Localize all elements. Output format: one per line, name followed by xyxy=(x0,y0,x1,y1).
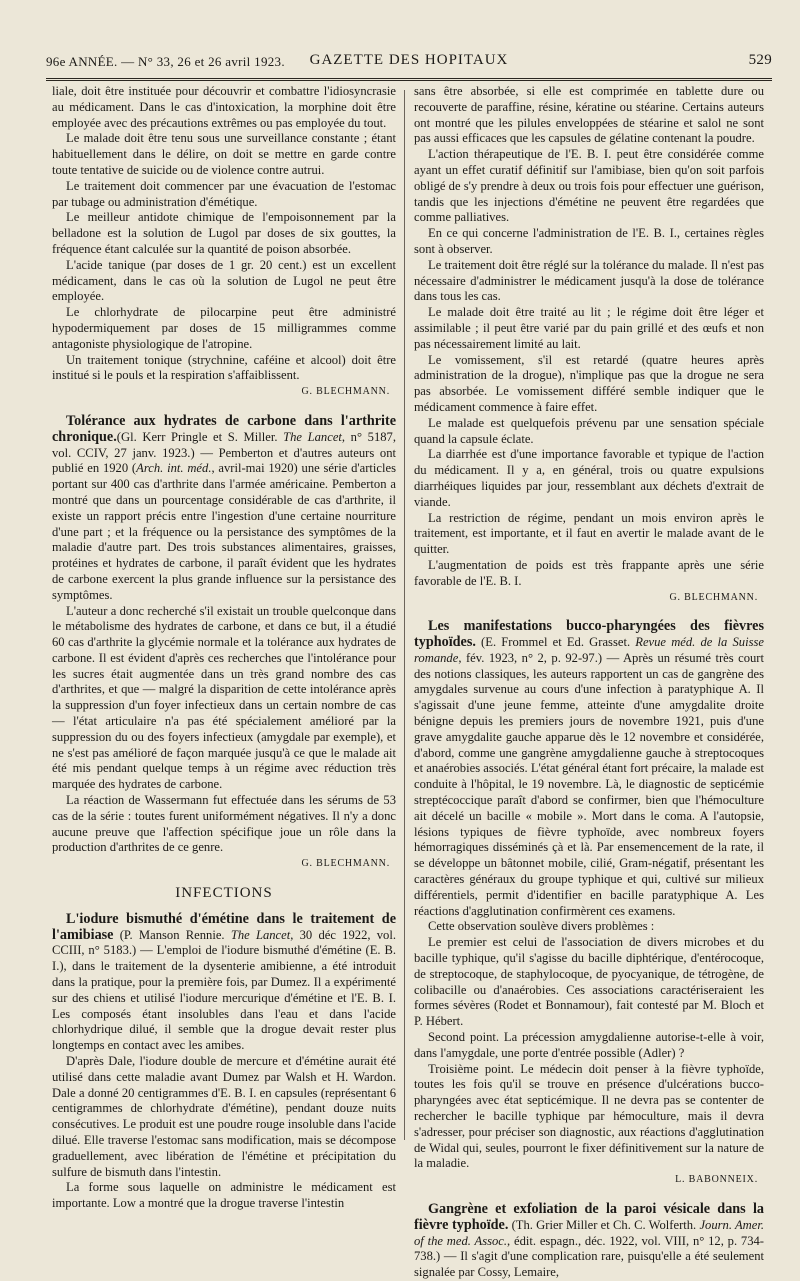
paragraph: liale, doit être instituée pour découvrir et combattre l'idiosyncrasie au médicament. Dans le cas d'intoxication, la morphine doit être employée avec des précautions extrêmes ou pas employée du tout. xyxy=(52,84,396,130)
paragraph: Le traitement doit être réglé sur la tolérance du malade. Il n'est pas nécessaire d'administrer le médicament jusqu'à la dose de tolérance dans tous les cas. xyxy=(414,257,764,304)
journal-title: GAZETTE DES HOPITAUX xyxy=(309,52,509,68)
left-column xyxy=(52,84,396,1212)
article-body: , avril-mai 1920) une série d'articles portant sur 400 cas d'arthrite dans l'armée américaine. Pemberton a montré que dans un pourcentage considérable de cas d'arthrite, il existe un rapport précis entre l'ingestion d'une certaine nourriture d'une part ; et la fréquence ou la persistance des symptômes de la maladie d'autre part. Des trois substances alimentaires, graisses, protéines et hydrates de carbone, il paraît évident que les hydrates de carbone exercent la plus grande influence sur la persistance des symptômes. xyxy=(52,461,397,602)
paragraph: Second point. La précession amygdalienne autorise-t-elle à voir, dans l'amygdale, une porte d'entrée possible (Adler) ? xyxy=(414,1030,764,1060)
paragraph: Le meilleur antidote chimique de l'empoisonnement par la belladone est la solution de Lugol par doses de six gouttes, la fréquence étant calculée sur la quantité de poison absorbée. xyxy=(52,210,396,256)
paragraph: La diarrhée est d'une importance favorable et typique de l'action du médicament. Il y a, en général, trois ou quatre expulsions diarrhéiques liquides par jour, ressemblant aux déchets d'extrait de viande. xyxy=(414,447,764,509)
article-body: , édit. espagn., déc. 1922, vol. VIII, n° 12, p. 734-738.) — Il s'agit d'une complication rare, puisqu'elle a été seulement signalée par Cossy, Lemaire, xyxy=(414,1233,764,1280)
author-signature: G. BLECHMANN. xyxy=(669,591,758,603)
column-separator xyxy=(404,90,405,1140)
article-title: L'iodure bismuthé d'émétine dans le traitement de l'amibiase xyxy=(52,910,396,943)
paragraph: Troisième point. Le médecin doit penser à la fièvre typhoïde, toutes les fois qu'il se trouve en présence d'ulcérations bucco-pharyngées avec état septicémique. Il ne devra pas se contenter de rechercher le bacille typhique par hémoculture, mais il devra s'adresser, pour préciser son diagnostic, aux réactions d'agglutination de Widal qui, seules, pourront le fixer définitivement sur la nature de la maladie. xyxy=(414,1061,764,1171)
article-title: Les manifestations bucco-pharyngées des fièvres typhoïdes. xyxy=(414,618,764,651)
right-column xyxy=(414,84,764,1281)
page-number: 529 xyxy=(748,52,772,68)
issue-line: 96e ANNÉE. — N° 33, 26 et 26 avril 1923. xyxy=(46,54,285,69)
paragraph: sans être absorbée, si elle est comprimée en tablette dure ou recouverte de paraffine, résine, kératine ou stéarine. Certains auteurs ont montré que les pilules enveloppées de stéarine et salol ne sont pas aussi efficaces que les capsules de gélatine contenant la poudre. xyxy=(414,84,764,146)
header-rule xyxy=(46,78,772,81)
reference-text: (E. Frommel et Ed. Grasset. xyxy=(475,635,636,650)
paragraph: La restriction de régime, pendant un mois environ après le traitement, est importante, et il faut en avertir le malade avant de le quitter. xyxy=(414,510,764,557)
page-header xyxy=(46,48,772,74)
paragraph: La réaction de Wassermann fut effectuée dans les sérums de 53 cas de la série : toutes furent uniformément négatives. Il n'y a donc aucune preuve que l'affection spécifique joue un rôle dans la production d'arthrites de ce genre. xyxy=(52,793,396,855)
paragraph: Le premier est celui de l'association de divers microbes et du bacille typhique, qu'il s'agisse du bacille diphtérique, d'entérocoque, de streptocoque, de staphylocoque, de pyocyanique, de tétrogène, de colibacille ou d'anaérobies. Ces associations caractériseraient les formes sévères (Rodet et Bonnamour), fait contesté par M. Bloch et P. Hébert. xyxy=(414,935,764,1029)
journal-name: The Lancet xyxy=(230,927,291,942)
article-typhoides xyxy=(414,619,764,919)
reference-text: , n° 5187, vol. CCIV, 27 janv. 1923.) — Pemberton et d'autres auteurs ont publié en 1920 ( xyxy=(52,429,396,476)
journal-name: Revue méd. de la Suisse romande xyxy=(414,635,764,665)
paragraph: Le chlorhydrate de pilocarpine peut être administré hypodermiquement par doses de 15 milligrammes comme antagoniste physiologique de l'atropine. xyxy=(52,305,396,351)
paragraph: Le malade doit être tenu sous une surveillance constante ; étant habituellement dans le délire, on doit se mettre en garde contre toute tentative de suicide ou de violence contre autrui. xyxy=(52,131,396,177)
paragraph: Le malade doit être traité au lit ; le régime doit être léger et assimilable ; il peut être varié par du pain grillé et des œufs et non pas nécessairement limité au lait. xyxy=(414,305,764,351)
paragraph: L'augmentation de poids est très frappante après une série favorable de l'E. B. I. xyxy=(414,557,764,588)
author-signature: G. BLECHMANN. xyxy=(301,858,390,870)
paragraph: L'auteur a donc recherché s'il existait un trouble quelconque dans le métabolisme des hydrates de carbone, et dans ce but, il a étudié 60 cas d'arthrite la glycémie normale et la tolérance aux hydrates de carbone. Il est évident d'après ces recherches que l'intolérance pour les sucres était augmentée dans un très grand nombre des cas d'arthrites, et que — malgré la disparition de cette intolérance après la suppression d'un foyer infectieux dans un certain nombre de cas — l'état articulaire n'a pas été spécialement amélioré par la suppression du ou des foyers infectieux (amygdale par exemple), et ne s'est pas amélioré de façon marquée jusqu'à ce que le malade ait été mis pendant quelque temps à un régime avec réduction très marquée des hydrates de carbone. xyxy=(52,603,396,792)
article-title: Gangrène et exfoliation de la paroi vésicale dans la fièvre typhoïde. xyxy=(414,1200,764,1233)
author-signature: G. BLECHMANN. xyxy=(301,386,390,398)
journal-name: Journ. Amer. of the med. Assoc. xyxy=(414,1217,764,1248)
reference-text: (Th. Grier Miller et Ch. C. Wolferth. xyxy=(508,1217,700,1232)
reference-text: (Gl. Kerr Pringle et S. Miller. xyxy=(116,429,284,444)
paragraph: L'acide tanique (par doses de 1 gr. 20 cent.) est un excellent médicament, dans le cas où la solution de Lugol ne peut être employée. xyxy=(52,257,396,304)
paragraph: La forme sous laquelle on administre le médicament est importante. Low a montré que la drogue traverse l'intestin xyxy=(52,1180,396,1211)
article-title: Tolérance aux hydrates de carbone dans l'arthrite chronique. xyxy=(52,412,396,445)
article-body: , 30 déc 1922, vol. CCIII, n° 5183.) — L'emploi de l'iodure bismuthé d'émétine (E. B. I.), dans le traitement de la dysenterie amibienne, a été introduit dans la pratique, pour la première fois, par Dumez. Il a expérimenté sur des chiens et utilisé l'iodure mercurique d'émétine et l'E. B. I. Les composés étant insolubles dans l'eau et dans l'acide chlorhydrique dilué, il semble que la drogue devait rester plus longtemps en contact avec les amibes. xyxy=(52,927,396,1053)
article-iodure xyxy=(52,912,396,1054)
paragraph: D'après Dale, l'iodure double de mercure et d'émétine aurait été utilisé dans cette maladie avant Dumez par Walsh et H. Wardon. Dale a donné 20 centigrammes d'E. B. I. en capsules (représentant 6 centigrammes de chlorhydrate d'émétine), pendant douze nuits consécutives. Le produit est une poudre rouge insoluble dans l'acide dilué. Elle traverse l'estomac sans modification, mais se décompose graduellement, avec libération de l'émétine et précipitation du sulfure de bismuth dans l'intestin. xyxy=(52,1054,396,1179)
journal-name: Arch. int. méd. xyxy=(136,461,212,476)
paragraph: Le malade est quelquefois prévenu par une sensation spéciale quand la capsule éclate. xyxy=(414,415,764,446)
paragraph: Le traitement doit commencer par une évacuation de l'estomac par tubage ou administration d'émétique. xyxy=(52,178,396,209)
article-arthrite xyxy=(52,414,396,604)
article-gangrene xyxy=(414,1202,764,1281)
paragraph: Le vomissement, s'il est retardé (quatre heures après administration de la drogue), n'implique pas que la drogue ne sera pas absorbée. Le vomissement différé semble indiquer que le médicament commence à faire effet. xyxy=(414,352,764,414)
article-body: , fév. 1923, n° 2, p. 92-97.) — Après un résumé très court des notions classiques, les auteurs rapportent un cas de gangrène des amygdales survenue au cours d'une infection à paratyphique A. Il s'agissait d'une jeune femme, atteinte d'une amygdalite droite bénigne depuis les premiers jours de novembre 1921, puis d'une grave amygdalite gauche apparue dès le 12 novembre et considérée, d'abord, comme une gangrène amygdalienne gauche à streptocoques et anaérobies associés. L'état général étant fort précaire, la malade est conduite à l'hôpital, le 19 novembre. Là, le diagnostic de septicémie streptécoccique paraît d'abord se confirmer, bien que l'hémoculture ait décelé un bacille « mobile ». Mort dans le coma. A l'autopsie, lésions typiques de fièvre typhoïde, avec nombreux foyers hémorragiques disséminés çà et là. Par ensemencement de la rate, il se développe un bâtonnet mobile, cilié, Gram-négatif, présentant les caractères généraux du groupe typhique et qui, cultivé sur milieux différentiels, permit d'identifier en bacille paratyphique A. Les réactions d'agglutination confirmèrent ces examens. xyxy=(414,650,764,918)
paragraph: En ce qui concerne l'administration de l'E. B. I., certaines règles sont à observer. xyxy=(414,226,764,256)
author-signature: L. BABONNEIX. xyxy=(675,1174,758,1186)
paragraph: Un traitement tonique (strychnine, caféine et alcool) doit être institué si le pouls et la respiration s'affaiblissent. xyxy=(52,352,396,383)
paragraph: Cette observation soulève divers problèmes : xyxy=(428,919,655,934)
reference-text: (P. Manson Rennie. xyxy=(113,927,231,942)
section-heading: INFECTIONS xyxy=(175,885,273,902)
journal-name: The Lancet xyxy=(283,429,342,444)
paragraph: L'action thérapeutique de l'E. B. I. peut être considérée comme ayant un effet curatif définitif sur l'amibiase, bien qu'on soit parfois obligé de s'y prendre à deux ou trois fois pour effectuer une guérison, tandis que les injections d'émétine ne peuvent être regardées que comme palliatives. xyxy=(414,147,764,225)
